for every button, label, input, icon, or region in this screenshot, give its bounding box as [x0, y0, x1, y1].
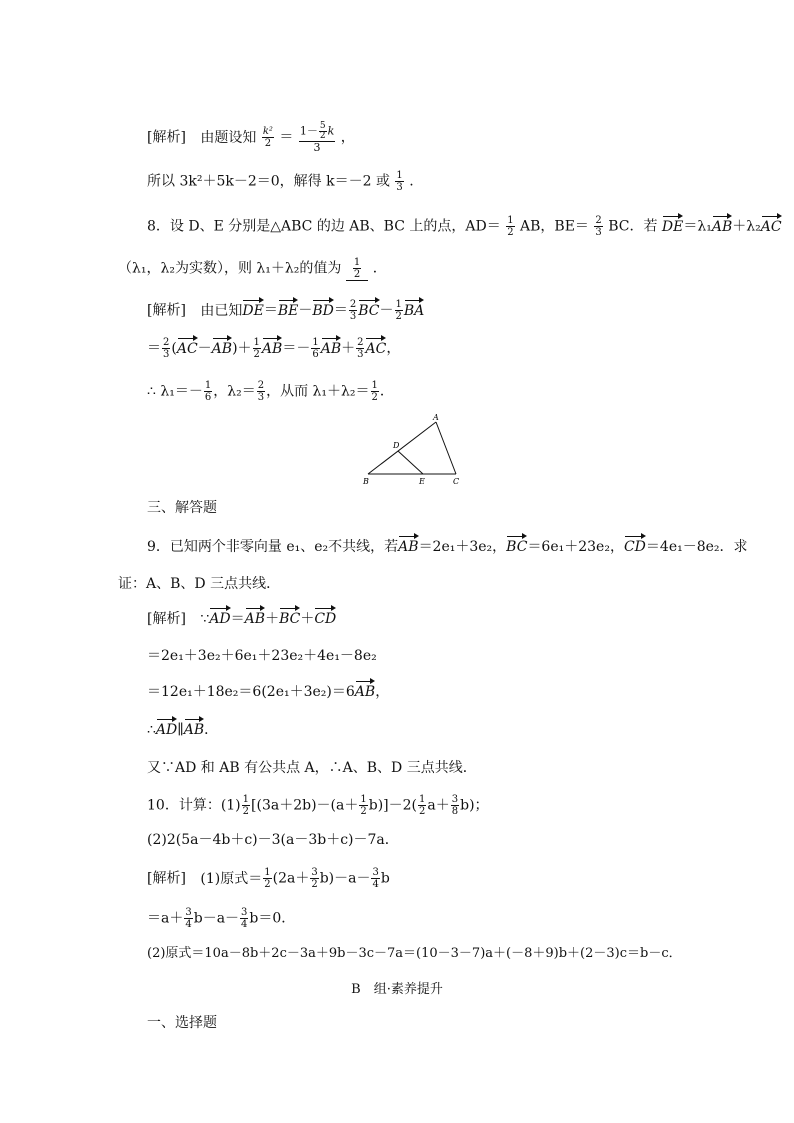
vector: AC [760, 218, 782, 235]
solution-tag: [解析] [147, 870, 186, 887]
segment-ac [436, 422, 456, 474]
group-heading: B 组·素养提升 [351, 982, 443, 997]
p10-stem-line-2: (2)2(5a－4b＋c)－3(a－3b＋c)－7a． [147, 832, 399, 848]
section-heading: 三、解答题 [147, 500, 217, 516]
p9-stem-line-2: 证：A、B、D 三点共线． [118, 576, 281, 592]
fraction: $\frac{\text{k²}}{2}$ [262, 126, 273, 149]
p7-solution-line-2: 所以 3k²＋5k－2＝0，解得 k＝－2 或 $\frac{1}{3}$ . [147, 170, 414, 193]
solution-tag: [解析] [147, 611, 186, 627]
solution-tag: [解析] [147, 129, 186, 146]
fraction: 1－ $\frac{5}{2}$ k 3 [299, 121, 335, 154]
solution-tag: [解析] [147, 302, 186, 319]
p8-solution-line-3: ∴ λ₁＝－ $\frac{1}{6}$ ，λ₂＝ $\frac{2}{3}$ ，从而 λ₁＋λ₂＝ $\frac{1}{2}$ ． [147, 380, 394, 403]
p10-stem-line-1: 10．计算：(1) $\frac{1}{2}$ [(3a＋2b)－(a＋ $\frac{1}{2}$ b)]－2( $\frac{1}{2}$ a＋ $\frac{3}{8}$ b)； [147, 794, 489, 817]
section-heading: 一、选择题 [147, 1015, 217, 1031]
p10-solution-line-1: [解析] (1)原式＝ $\frac{1}{2}$ (2a＋ $\frac{3}{2}$ b)－a－ $\frac{3}{4}$ b [147, 867, 390, 890]
label-b: B [363, 477, 369, 486]
vector: AB [711, 218, 733, 235]
label-d: D [393, 441, 400, 450]
segment-ba [368, 422, 436, 474]
p8-stem-line-1: 8．设 D、E 分别是△ABC 的边 AB、BC 上的点，AD＝ $\frac{1}{2}$ AB，BE＝ $\frac{2}{3}$ BC．若 DE＝λ₁AB＋λ₂AC [147, 215, 782, 238]
fraction: $\frac{1}{2}$ [507, 215, 514, 238]
p9-solution-line-2: ＝2e₁＋3e₂＋6e₁＋23e₂＋4e₁－8e₂ [147, 648, 377, 664]
p9-solution-line-3: ＝12e₁＋18e₂＝6(2e₁＋3e₂)＝6AB， [147, 684, 390, 700]
fraction: $\frac{2}{3}$ [595, 215, 602, 238]
segment-de [398, 451, 423, 474]
p9-solution-line-4: ∴AD∥AB． [147, 722, 219, 738]
vector: DE [661, 218, 684, 235]
label-e: E [419, 477, 425, 486]
label-a: A [433, 413, 439, 422]
p9-stem-line-1: 9．已知两个非零向量 e₁、e₂不共线，若AB＝2e₁＋3e₂，BC＝6e₁＋23e₂，CD＝4e₁－8e₂．求 [147, 539, 748, 555]
label-c: C [453, 477, 460, 486]
fraction: $\frac{1}{3}$ [396, 170, 403, 193]
p9-solution-line-5: 又∵AD 和 AB 有公共点 A，∴A、B、D 三点共线． [147, 760, 477, 776]
triangle-figure [360, 410, 470, 486]
p8-solution-line-2: ＝ $\frac{2}{3}$ (AC－AB)＋ $\frac{1}{2}$ AB＝－ $\frac{1}{6}$ AB＋ $\frac{2}{3}$ AC， [147, 337, 401, 360]
p8-solution-line-1: [解析] 由已知DE＝BE－BD＝ $\frac{2}{3}$ BC－ $\frac{1}{2}$ BA [147, 299, 425, 322]
p8-stem-line-2: （λ₁，λ₂为实数），则 λ₁＋λ₂的值为 $\frac{1}{2}$ ． [118, 257, 387, 280]
p7-solution-line-1: [解析] 由题设知 $\frac{\text{k²}}{2}$ ＝ 1－ $\frac{5}{2}$ k 3 ， [147, 121, 355, 154]
p10-solution-line-2: ＝a＋ $\frac{3}{4}$ b－a－ $\frac{3}{4}$ b＝0． [147, 907, 296, 930]
p9-solution-line-1: [解析] ∵AD＝AB＋BC＋CD [147, 611, 337, 627]
p10-solution-line-3: (2)原式＝10a－8b＋2c－3a＋9b－3c－7a＝(10－3－7)a＋(－8＋9)b＋(2－3)c＝b－c． [147, 946, 682, 961]
answer-blank: $\frac{1}{2}$ [346, 257, 368, 281]
